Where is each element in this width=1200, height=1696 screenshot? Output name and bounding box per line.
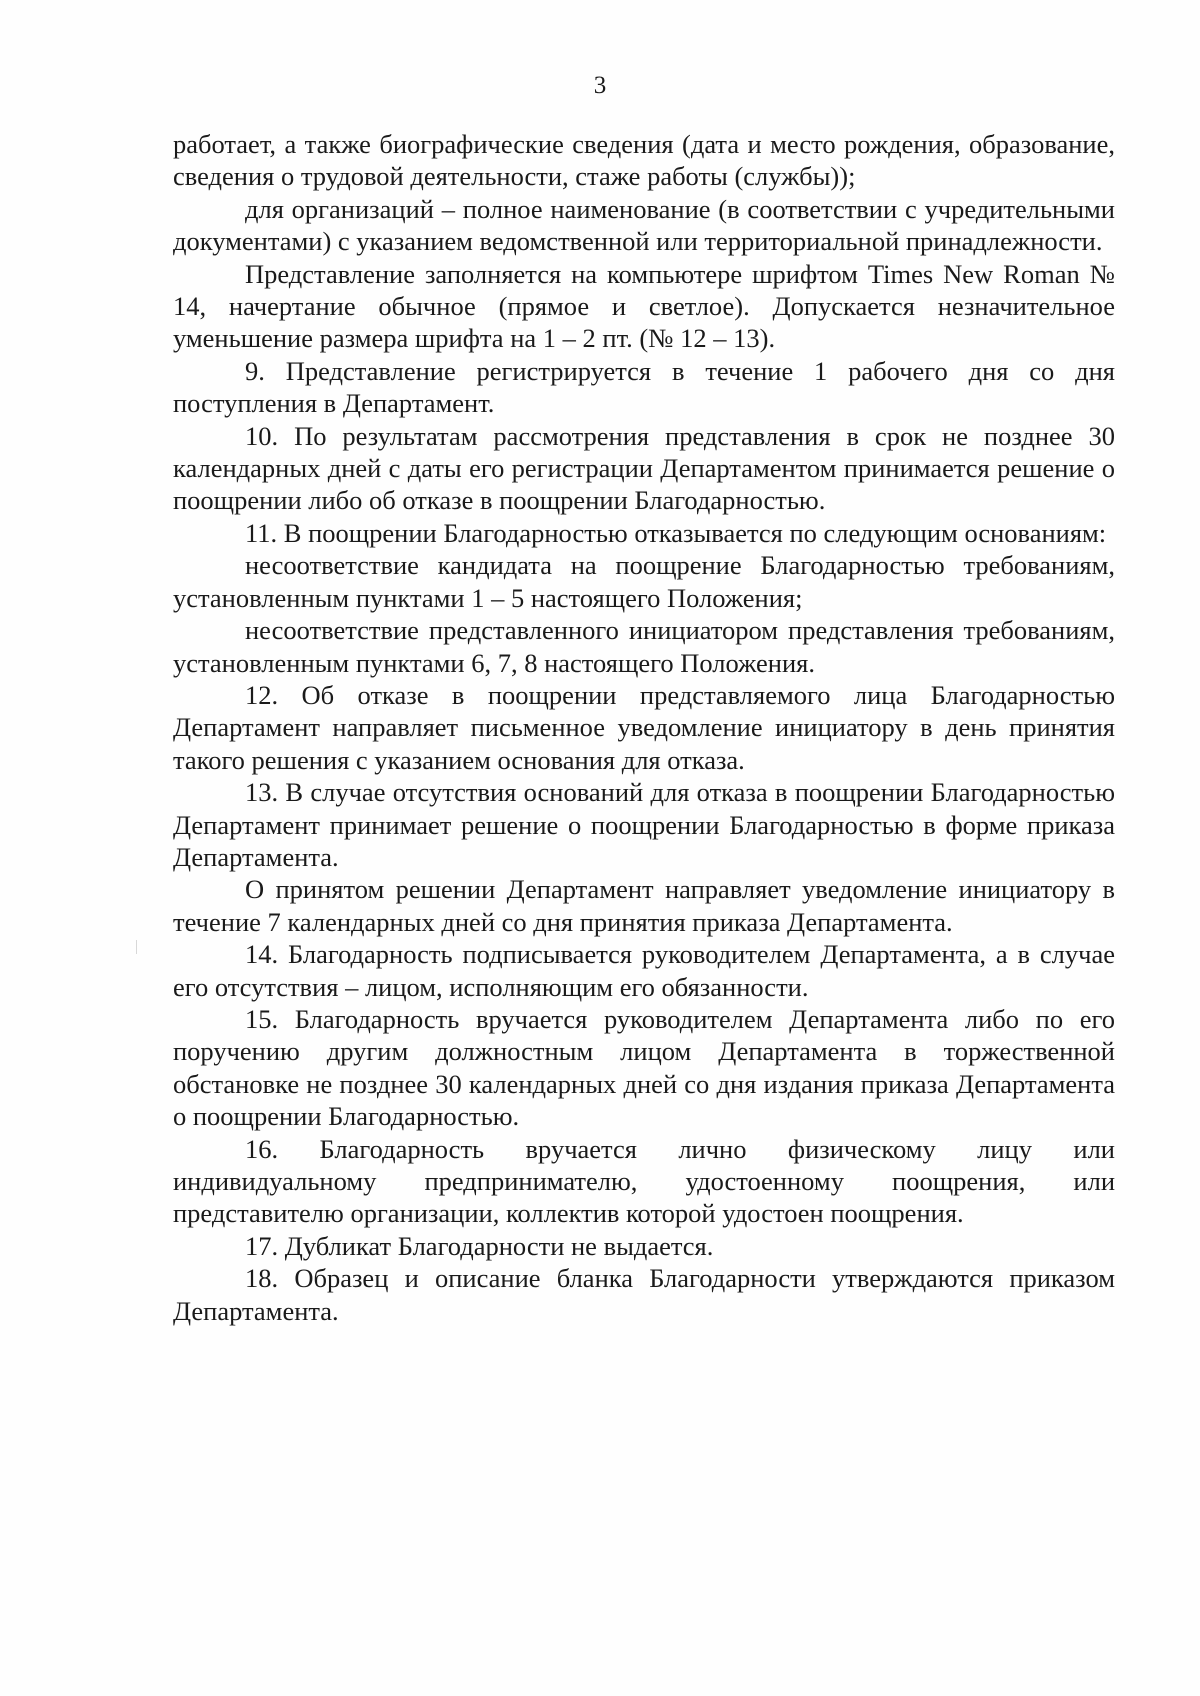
paragraph-biography-continuation: работает, а также биографические сведения (дата и место рождения, образование, сведения о трудовой деятельности, стаже работы (службы)); bbox=[173, 129, 1115, 192]
paragraph-item-12: 12. Об отказе в поощрении представляемого лица Благодарностью Департамент направляет письменное уведомление инициатору в день принятия такого решения с указанием основания для отказа. bbox=[173, 679, 1115, 775]
page-number: 3 bbox=[593, 72, 607, 99]
paragraph-organizations: для организаций – полное наименование (в соответствии с учредительными документами) с указанием ведомственной или территориальной принадлежности. bbox=[173, 193, 1115, 257]
paragraph-item-15: 15. Благодарность вручается руководителем Департамента либо по его поручению другим должностным лицом Департамента в торжественной обстановке не позднее 30 календарных дней со дня издания приказа Департамента о поощрении Благодарностью. bbox=[173, 1003, 1115, 1132]
scan-artifact-mark bbox=[136, 940, 137, 954]
paragraph-item-14: 14. Благодарность подписывается руководителем Департамента, а в случае его отсутствия – лицом, исполняющим его обязанности. bbox=[173, 939, 1115, 1002]
paragraph-item-11-ground-1: несоответствие кандидата на поощрение Благодарностью требованиям, установленным пунктами 1 – 5 настоящего Положения; bbox=[173, 550, 1115, 613]
paragraph-item-11: 11. В поощрении Благодарностью отказывается по следующим основаниям: bbox=[245, 517, 1107, 548]
paragraph-item-18: 18. Образец и описание бланка Благодарности утверждаются приказом Департамента. bbox=[173, 1263, 1115, 1326]
paragraph-item-13: 13. В случае отсутствия оснований для отказа в поощрении Благодарностью Департамент принимает решение о поощрении Благодарностью в форме приказа Департамента. bbox=[173, 777, 1115, 872]
paragraph-font-requirements: Представление заполняется на компьютере шрифтом Times New Roman № 14, начертание обычное (прямое и светлое). Допускается незначительное уменьшение размера шрифта на 1 – 2 пт. (№ 12 – 13). bbox=[173, 258, 1115, 354]
document-body bbox=[173, 128, 1115, 1327]
paragraph-item-16: 16. Благодарность вручается лично физическому лицу или индивидуальному предпринимателю, удостоенному поощрения, или представителю организации, коллектив которой удостоен поощрения. bbox=[173, 1133, 1115, 1229]
paragraph-item-10: 10. По результатам рассмотрения представления в срок не позднее 30 календарных дней с даты его регистрации Департаментом принимается решение о поощрении либо об отказе в поощрении Благодарностью. bbox=[173, 420, 1115, 516]
paragraph-item-9: 9. Представление регистрируется в течение 1 рабочего дня со дня поступления в Департамент. bbox=[173, 355, 1115, 419]
paragraph-item-17: 17. Дубликат Благодарности не выдается. bbox=[245, 1230, 714, 1261]
paragraph-item-13-notice: О принятом решении Департамент направляет уведомление инициатору в течение 7 календарных дней со дня принятия приказа Департамента. bbox=[173, 874, 1115, 937]
paragraph-item-11-ground-2: несоответствие представленного инициатором представления требованиям, установленным пунктами 6, 7, 8 настоящего Положения. bbox=[173, 615, 1115, 678]
